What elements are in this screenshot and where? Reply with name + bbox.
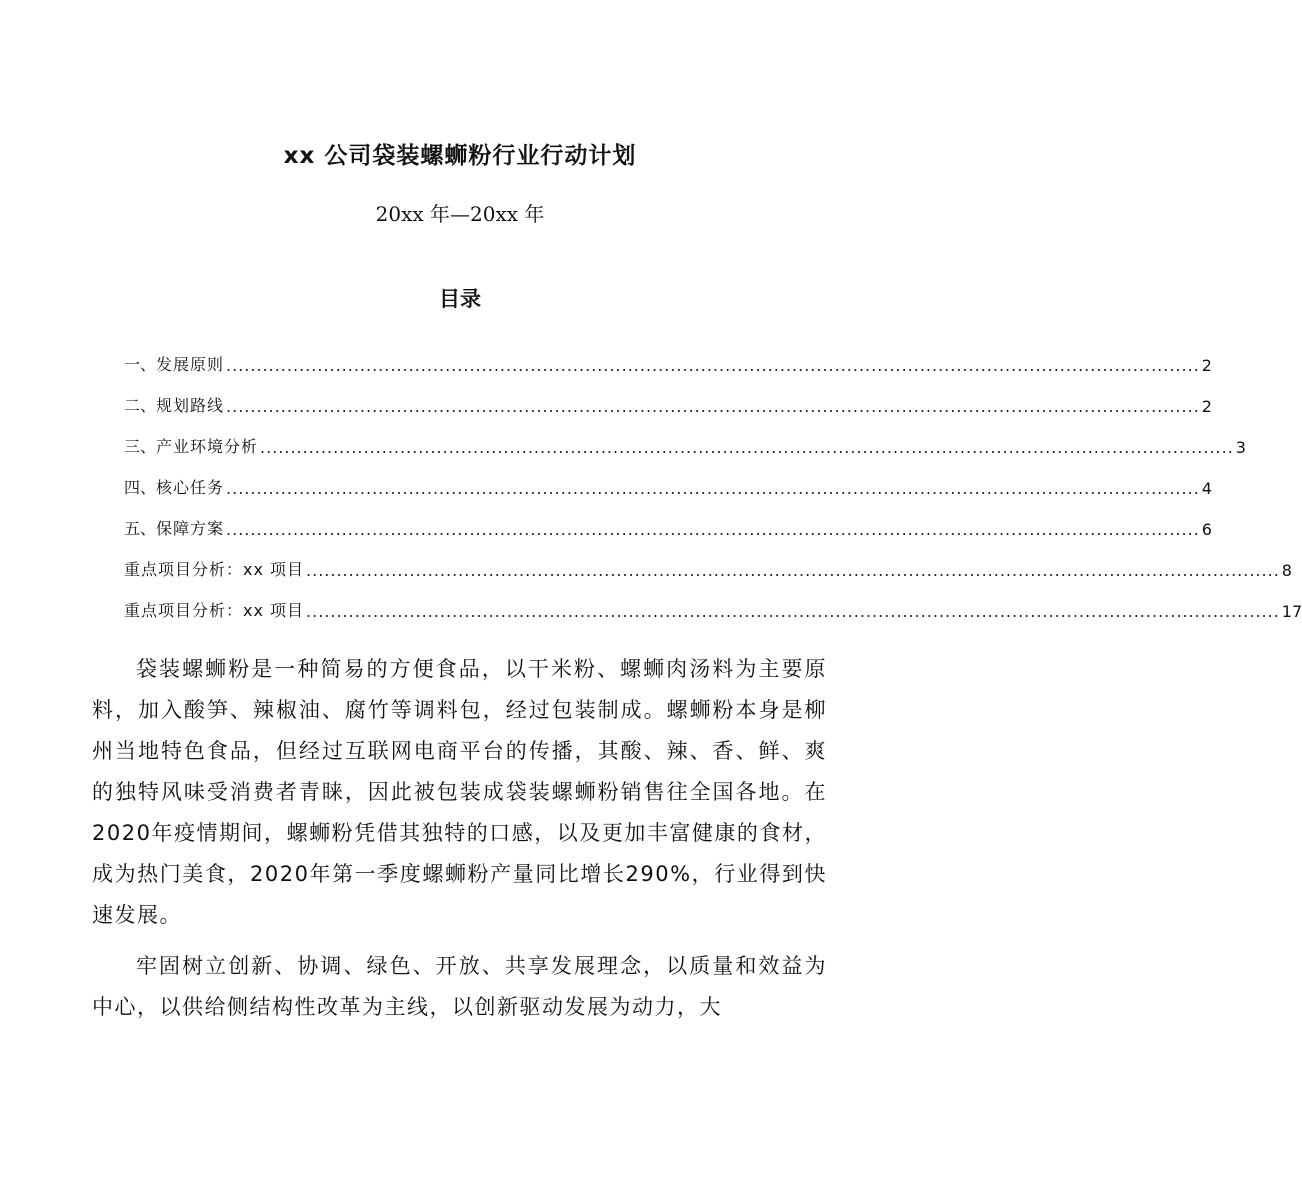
table-of-contents — [124, 334, 1302, 621]
toc-entry[interactable] — [124, 334, 1212, 375]
toc-entry-number: 五、 — [124, 519, 157, 538]
toc-leader-dots: ................................................................................................................................................................ — [306, 602, 1280, 621]
toc-entry-label: 重点项目分析：xx 项目 — [124, 560, 305, 579]
document-subtitle: 20xx 年—20xx 年 — [375, 202, 545, 226]
toc-leader-dots: ................................................................................................................................................................ — [226, 356, 1200, 375]
toc-entry[interactable] — [124, 416, 1246, 457]
toc-entry[interactable] — [124, 498, 1212, 539]
toc-entry-number: 四、 — [124, 478, 157, 497]
toc-entry[interactable] — [124, 539, 1292, 580]
toc-entry-page: 17 — [1281, 602, 1302, 621]
toc-entry-page: 2 — [1201, 356, 1212, 375]
toc-entry[interactable] — [124, 375, 1212, 416]
toc-entry-page: 8 — [1281, 561, 1292, 580]
toc-entry[interactable] — [124, 580, 1302, 621]
toc-leader-dots: ................................................................................................................................................................ — [306, 561, 1280, 580]
toc-leader-dots: ................................................................................................................................................................ — [226, 397, 1200, 416]
body-text — [92, 649, 827, 1038]
toc-entry-number: 一、 — [124, 355, 157, 374]
toc-entry-label: 重点项目分析：xx 项目 — [124, 601, 305, 620]
toc-leader-dots: ................................................................................................................................................................ — [260, 438, 1234, 457]
toc-entry-label: 发展原则 — [156, 355, 225, 374]
toc-entry-page: 6 — [1201, 520, 1212, 539]
toc-entry-page: 4 — [1201, 479, 1212, 498]
toc-entry-label: 规划路线 — [156, 396, 225, 415]
toc-entry-number: 二、 — [124, 396, 157, 415]
toc-leader-dots: ................................................................................................................................................................ — [226, 479, 1200, 498]
body-paragraph: 袋装螺蛳粉是一种简易的方便食品，以干米粉、螺蛳肉汤料为主要原料，加入酸笋、辣椒油、腐竹等调料包，经过包装制成。螺蛳粉本身是柳州当地特色食品，但经过互联网电商平台的传播，其酸、辣、香、鲜、爽的独特风味受消费者青睐，因此被包装成袋装螺蛳粉销售往全国各地。在2020年疫情期间，螺蛳粉凭借其独特的口感，以及更加丰富健康的食材，成为热门美食，2020年第一季度螺蛳粉产量同比增长290%，行业得到快速发展。 — [92, 657, 827, 927]
toc-heading: 目录 — [439, 287, 481, 311]
toc-leader-dots: ................................................................................................................................................................ — [226, 520, 1200, 539]
toc-entry-number: 三、 — [124, 437, 157, 456]
body-paragraph: 牢固树立创新、协调、绿色、开放、共享发展理念，以质量和效益为中心，以供给侧结构性改革为主线，以创新驱动发展为动力，大 — [92, 954, 827, 1019]
toc-entry-label: 核心任务 — [156, 478, 225, 497]
document-title: xx 公司袋装螺蛳粉行业行动计划 — [283, 143, 637, 169]
toc-entry-label: 保障方案 — [156, 519, 225, 538]
toc-entry-page: 2 — [1201, 397, 1212, 416]
toc-entry-page: 3 — [1235, 438, 1246, 457]
toc-entry[interactable] — [124, 457, 1212, 498]
toc-entry-label: 产业环境分析 — [156, 437, 259, 456]
